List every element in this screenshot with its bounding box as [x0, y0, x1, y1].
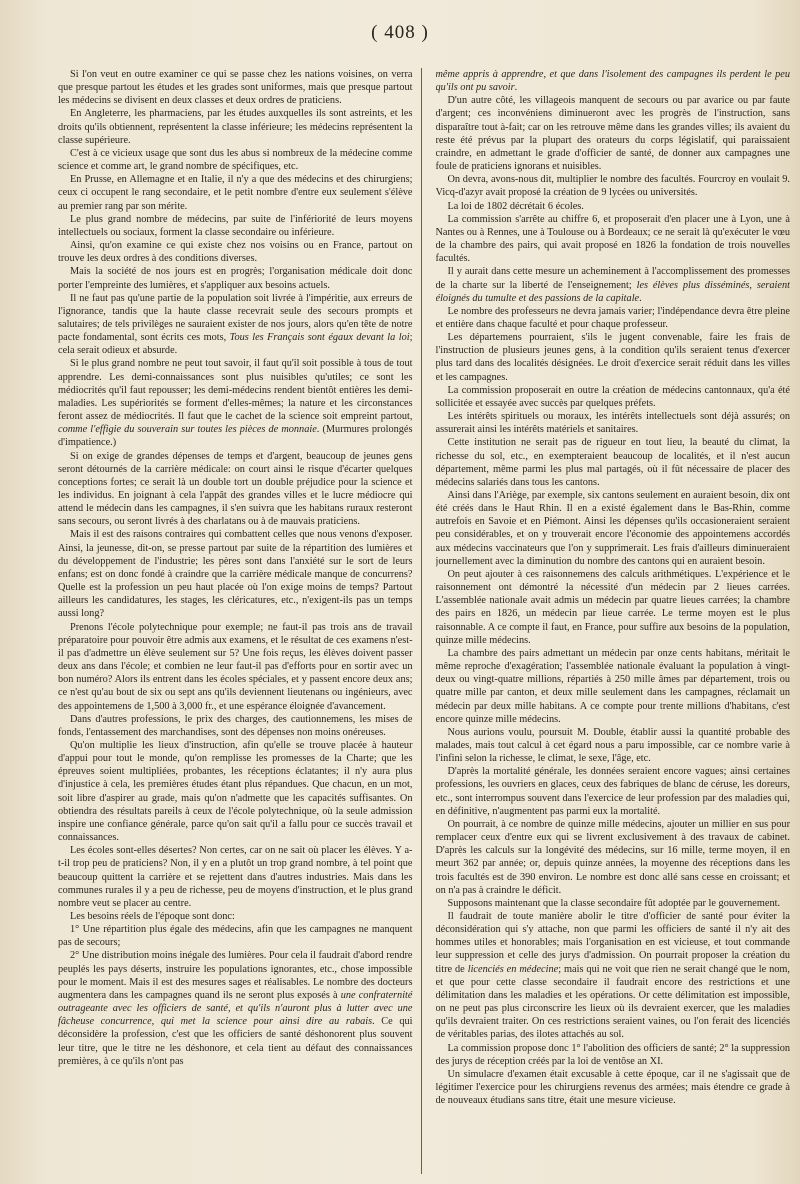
left-paragraph [58, 107, 413, 146]
left-column [58, 68, 422, 1174]
left-paragraph [58, 239, 413, 265]
paragraph-text: Les écoles sont-elles désertes? Non certes, car on ne sait où placer les élèves. Y a-t-il trop peu de praticiens? Non, il y en a plutôt un trop grand nombre, à tel point que beaucoup quittent la carrière et se rejettent dans d'autres industries. Mais dans les communes rurales il y a peu de richesse, peu de moyens d'instruction, et le plus grand nombre veut se placer au centre. [58, 845, 413, 909]
text-columns [58, 68, 790, 1174]
paragraph-text: La commission propose donc 1° l'abolition des officiers de santé; 2° la suppression des jurys de réception créés par la loi de ventôse an XI. [435, 1042, 790, 1067]
paragraph-text: Les intérêts spirituels ou moraux, les intérêts intellectuels sont déjà assurés; on assurerait ainsi les intérêts matériels et sanitaires. [435, 411, 790, 436]
left-paragraph [58, 739, 413, 844]
paragraph-text: Qu'on multiplie les lieux d'instruction, afin qu'elle se trouve placée à hauteur d'appui pour tout le monde, qu'on remplisse les promesses de la Charte; que les épreuves soient multipliées, probantes, les réceptions éclatantes; il n'y aura plus d'injustice à cela, les premières études étant plus répandues. Que chacun, en un mot, soit libre d'aspirer au grade, mais qu'on n'admette que les capacités suffisantes. On obtiendra des résultats pareils à ceux de l'école polytechnique, où la seule admission inspire une confiance générale, parce qu'on sait qu'il a fallu pour ce succès travail et connaissances. [58, 739, 413, 844]
italic-span: une confraternité outrageante avec les officiers de santé, et qu'ils n'auront plus à lutter avec une fâcheuse concurrence, qui met la science pour ainsi dire au rabais [58, 989, 413, 1028]
paragraph-text-after: . [639, 292, 642, 304]
paragraph-text: Dans d'autres professions, le prix des charges, des cautionnemens, les mises de fonds, l'entassement des marchandises, sont des dépenses non moins onéreuses. [58, 713, 413, 738]
paragraph-text: D'un autre côté, les villageois manquent de secours ou par avarice ou par faute d'argent; ces inconvéniens diminueront avec les progrès de l'instruction, sans disparaître tout à-fait; car on les retrouve même dans les grandes villes; ils avaient du reste été prévus par la plupart des orateurs du corps législatif, qui paraissaient craindre, en admettant le grade d'officier de santé, de donner aux campagnes une foule de praticiens ignorans et nuisibles. [435, 95, 790, 173]
paragraph-text: Supposons maintenant que la classe secondaire fût adoptée par le gouvernement. [447, 897, 781, 909]
italic-span: comme l'effigie du souverain sur toutes les pièces de monnaie [58, 424, 317, 436]
right-paragraph [436, 213, 791, 266]
left-paragraph [58, 949, 413, 1067]
right-paragraph [436, 726, 791, 765]
right-paragraph [436, 765, 791, 818]
right-paragraph [436, 818, 791, 897]
paragraph-text: Mais il est des raisons contraires qui combattent celles que nous venons d'exposer. Ainsi, la jeunesse, dit-on, se presse partout par suite de la répartition des lumières et du développement de l'industrie; les pères sont dans l'anxiété sur le sort de leurs enfans; est on donc fondé à craindre que la carrière médicale manque de concurrens? Quelle est la profession un peu haut placée où l'on exige moins de temps? Partout ailleurs les candidatures, les stages, les cléricatures, etc., n'exigent-ils pas un temps aussi long? [58, 529, 413, 620]
left-paragraph [58, 292, 413, 358]
paragraph-text: Les départemens pourraient, s'ils le jugent convenable, faire les frais de l'instruction de plusieurs jeunes gens, à la condition qu'ils seraient tenus d'exercer plus tard dans des localités désignées. Le droit d'exercice serait réduit dans les villes et les campagnes. [435, 332, 790, 383]
left-paragraph [58, 265, 413, 291]
paragraph-text: Si on exige de grandes dépenses de temps et d'argent, beaucoup de jeunes gens seront détournés de la carrière médicale: on court ainsi le risque d'écarter quelques conceptions fortes; ce serait là un double tort un double préjudice pour la science et les individus. En joignant à cela l'appât des grandes villes et le lucre médiocre qui attend le médecin dans les campagnes, il s'en suivra que les habitans ruraux resteront sans secours, ou seront livrés à des charlatans ou à de mauvais praticiens. [58, 450, 413, 528]
paragraph-text: La chambre des pairs admettant un médecin par onze cents habitans, méritait le même reproche d'exagération; l'assemblée nationale évaluant la population à vingt-deux ou vingt-quatre millions, répartiés à 250 mille âmes par département, trois ou quatre mille par canton, et deux mille seulement dans les campagnes, réclamait un médecin par deux mille habitans. A ce compte pour trente millions d'habitans, c'est encore quinze mille médecins. [435, 647, 790, 725]
right-paragraph [436, 436, 791, 489]
paragraph-text: Cette institution ne serait pas de rigueur en tout lieu, la beauté du climat, la richesse du sol, etc., en exempteraient beaucoup de localités, et il n'est aucun département, même parmi les plus mal partagés, où il fût nécessaire de placer des médecins salariés dans tous les cantons. [435, 437, 790, 488]
left-paragraph [58, 528, 413, 620]
left-paragraph [58, 844, 413, 910]
right-column [436, 68, 791, 1174]
paragraph-text: Ainsi dans l'Ariège, par exemple, six cantons seulement en auraient besoin, dix ont été créés dans le Haut Rhin. Il en a existé également dans le Bas-Rhin, comme autrefois en Savoie et en Piémont. Ainsi les dépenses qu'ils occasioneraient seraient peu considérables, et on y trouverait encore l'économie des appointemens accordés aux médecins vaccinateurs que l'on y supprimerait. Les frais d'ailleurs diminueraient journellement avec la diminution du nombre des cantons qui en auraient besoin. [435, 490, 790, 567]
paragraph-text: En Prusse, en Allemagne et en Italie, il n'y a que des médecins et des chirurgiens; ceux ci occupent le rang secondaire, et le petit nombre d'entre eux seulement s'élève au premier rang par son mérite. [58, 174, 413, 212]
paragraph-text: On peut ajouter à ces raisonnemens des calculs arithmétiques. L'expérience et le raisonnement ont démontré la nécessité d'un médecin par 2 lieues carrées. L'assemblée nationale avait admis un médecin par quatre lieues carrées; la chambre des pairs en 1826, un médecin par lieue carrée. Le terme moyen est le plus raisonnable. A ce compte il faut, en France, pour suffire aux besoins de la population, quinze mille médecins. [435, 568, 790, 646]
paragraph-text: La commission proposerait en outre la création de médecins cantonnaux, qu'a été sollicitée et essayée avec succès par quelques préfets. [435, 384, 790, 409]
paragraph-text: Si l'on veut en outre examiner ce qui se passe chez les nations voisines, on verra que presque partout les études et les grades sont uniformes, mais que presque partout les médecins se divisent en deux classes et deux ordres de praticiens. [58, 69, 413, 107]
italic-span: les élèves plus disséminés, seraient éloignés du tumulte et des passions de la capitale [435, 279, 790, 304]
right-paragraph [436, 489, 791, 568]
left-paragraph [58, 621, 413, 713]
right-paragraph [436, 94, 791, 173]
paragraph-text: Nous aurions voulu, poursuit M. Double, établir aussi la quantité probable des malades, mais tout calcul à cet égard nous a paru impossible, car ce nombre varie à l'infini selon la richesse, le climat, le sexe, l'âge, etc. [435, 726, 790, 765]
paragraph-text: C'est à ce vicieux usage que sont dus les abus si nombreux de la médecine comme science et comme art, le grand nombre de spécifiques, etc. [58, 147, 413, 173]
left-paragraph [58, 713, 413, 739]
right-paragraph [436, 331, 791, 384]
paragraph-text: Un simulacre d'examen était excusable à cette époque, car il ne s'agissait que de légitimer l'exercice pour les chirurgiens revenus des armées; mais étendre ce grade à de nouveaux étudians sans titre, était une mesure vicieuse. [435, 1068, 790, 1107]
paragraph-text: Il y aurait dans cette mesure un acheminement à l'accomplissement des promesses de la charte sur la liberté de l'enseignement; [435, 266, 790, 291]
paragraph-text-after: ; cela serait odieux et absurde. [58, 332, 413, 357]
paragraph-text: Il faudrait de toute manière abolir le titre d'officier de santé pour éviter la déconsidération qui s'y attache, non que parmi les officiers de santé il n'y ait des hommes utiles et honorables; mais l'organisation en est vicieuse, et tout commande leur suppression et celle des jurys d'admission. On pourrait proposer la création du titre de [435, 911, 790, 975]
right-paragraph [436, 568, 791, 647]
paragraph-text: En Angleterre, les pharmaciens, par les études auxquelles ils sont astreints, et les droits qu'ils obtiennent, représentent la classe inférieure; les médecins représentent la classe supérieure. [58, 108, 413, 146]
right-paragraph [436, 200, 791, 213]
italic-span: licenciés en médecine [467, 963, 559, 975]
right-paragraph [436, 647, 791, 726]
italic-span: Tous les Français sont égaux devant la loi [229, 332, 410, 344]
paragraph-text: La loi de 1802 décrétait 6 écoles. [447, 200, 584, 212]
right-paragraph [436, 410, 791, 436]
paragraph-text: Mais la société de nos jours est en progrès; l'organisation médicale doit donc porter l'empreinte des lumières, et s'appliquer aux besoins actuels. [58, 266, 413, 291]
paragraph-text: 2° Une distribution moins inégale des lumières. Pour cela il faudrait d'abord rendre peuplés les pays déserts, instruire les populations ignorantes, etc., chose impossible pour le moment. Mais il est des mesures sages et réalisables. Le nombre des docteurs augmentera dans les campagnes quand ils ne seront plus exposés à [58, 950, 413, 1001]
paragraph-text: Ainsi, qu'on examine ce qui existe chez nos voisins ou en France, partout on trouve les deux ordres à des conditions diverses. [58, 240, 413, 265]
left-paragraph [58, 450, 413, 529]
left-paragraph [58, 357, 413, 449]
right-paragraph [436, 1042, 791, 1068]
paragraph-text: Le nombre des professeurs ne devra jamais varier; l'indépendance devra être pleine et entière dans chaque faculté et pour chaque professeur. [435, 305, 790, 330]
paragraph-text-after: . Ce qui déconsidère la profession, c'est que les officiers de santé déshonorent plus souvent leur titre, que le titre ne les déshonore, et cela tient au défaut des connaissances premières, à ce qu'ils n'ont pas [58, 1016, 413, 1067]
paragraph-text: On devra, avons-nous dit, multiplier le nombre des facultés. Fourcroy en voulait 9. Vicq-d'azyr avait proposé la création de 9 lycées ou universités. [435, 174, 790, 199]
left-paragraph [58, 923, 413, 949]
right-paragraph [436, 265, 791, 304]
paragraph-text: . [514, 82, 518, 94]
paragraph-text-after: . (Murmures prolongés d'impatience.) [58, 424, 413, 449]
page-number: ( 408 ) [371, 22, 429, 43]
paragraph-text: Le plus grand nombre de médecins, par suite de l'infériorité de leurs moyens intellectuels ou sociaux, forment la classe secondaire ou inférieure. [58, 213, 413, 238]
paragraph-text: Il ne faut pas qu'une partie de la population soit livrée à l'impéritie, aux erreurs de l'ignorance, tandis que la haute classe recevrait seule des secours prompts et salutaires; de tels privilèges ne sauraient exister de nos jours, alors qu'en tête de notre pacte fondamental, sont écrits ces mots, [58, 292, 413, 344]
right-paragraph [436, 305, 791, 331]
paragraph-text: La commission s'arrête au chiffre 6, et proposerait d'en placer une à Lyon, une à Nantes ou à Rennes, une à Toulouse ou à Bordeaux; ce ne serait là qu'exécuter le vœu de la chambre des pairs, qui avait proposé en 1826 la fondation de trois nouvelles facultés. [435, 213, 790, 265]
right-paragraph [436, 384, 791, 410]
right-paragraph [436, 1068, 791, 1107]
paragraph-text: Prenons l'école polytechnique pour exemple; ne faut-il pas trois ans de travail préparatoire pour pouvoir être admis aux examens, et le résultat de ces examens n'est-il pas d'admettre un élève seulement sur 5? Une fois reçus, les élèves doivent passer deux ans dans l'école; et combien ne leur faut-il pas d'efforts pour en sortir avec un bon numéro? Alors ils entrent dans les écoles spéciales, et y passent encore deux ans; ce n'est qu'au bout de six ou sept ans qu'ils deviennent lieutenans ou ingénieurs, avec des appointemens de 1,500 à 3,000 fr., et une espérance éloignée d'avancement. [58, 621, 413, 712]
paragraph-text: Les besoins réels de l'époque sont donc: [70, 911, 235, 922]
paragraph-text: Si le plus grand nombre ne peut tout savoir, il faut qu'il soit possible à tous de tout apprendre. Les demi-connaissances sont plus nuisibles qu'utiles; ce sont les médiocrités qu'il faut repousser; les demi-médecins rendent bientôt entières les demi-maladies. Les supériorités se forment d'elles-mêmes; la nature et les circonstances feront assez de médiocrités. Il faut que le cachet de la science soit empreint partout, [58, 358, 413, 423]
right-paragraph [436, 897, 791, 910]
right-paragraph [436, 910, 791, 1042]
left-paragraph [58, 910, 413, 923]
left-paragraph [58, 173, 413, 212]
paragraph-text: D'après la mortalité générale, les données seraient encore vagues; ainsi certaines professions, les ouvriers en glaces, ceux des fabriques de blanc de céruse, les doreurs, etc., sont interrompus souvent dans l'exercice de leur profession par des maladies qui, en définitive, n'augmentent pas parmi eux la mortalité. [435, 766, 790, 817]
paragraph-text: 1° Une répartition plus égale des médecins, afin que les campagnes ne manquent pas de secours; [58, 924, 413, 949]
right-paragraph [436, 68, 791, 94]
italic-span: même appris à apprendre, et que dans l'isolement des campagnes ils perdent le peu qu'ils ont pu savoir [435, 69, 790, 94]
right-paragraph [436, 173, 791, 199]
left-paragraph [58, 147, 413, 173]
left-paragraph [58, 68, 413, 107]
paragraph-text: On pourrait, à ce nombre de quinze mille médecins, ajouter un millier en sus pour remplacer ceux d'entre eux qui se livrent exclusivement à des travaux de cabinet. D'après les calculs sur la longévité des médecins, sur 16 mille, terme moyen, il en meurt 362 par année; or, depuis quinze années, la moyenne des réceptions dans les trois facultés est de 390 environ. Le nombre est donc allé sans cesse en croissant; et on n'a pas à craindre le déficit. [435, 818, 790, 896]
left-paragraph [58, 213, 413, 239]
paragraph-text-after: ; mais qui ne voit que rien ne serait changé que le nom, et que pour cette classe secondaire il faudrait encore des restrictions et une délimitation dans les maladies et les opérations. Or cette délimitation est impossible, on ne peut pas plus circonscrire les lieux où ils devraient exercer, que les maladies qu'ils devraient traiter. On ces restrictions seraient vaines, ou l'on ferait des licenciés de véritables parias, des ilotes attachés au sol. [435, 963, 790, 1041]
